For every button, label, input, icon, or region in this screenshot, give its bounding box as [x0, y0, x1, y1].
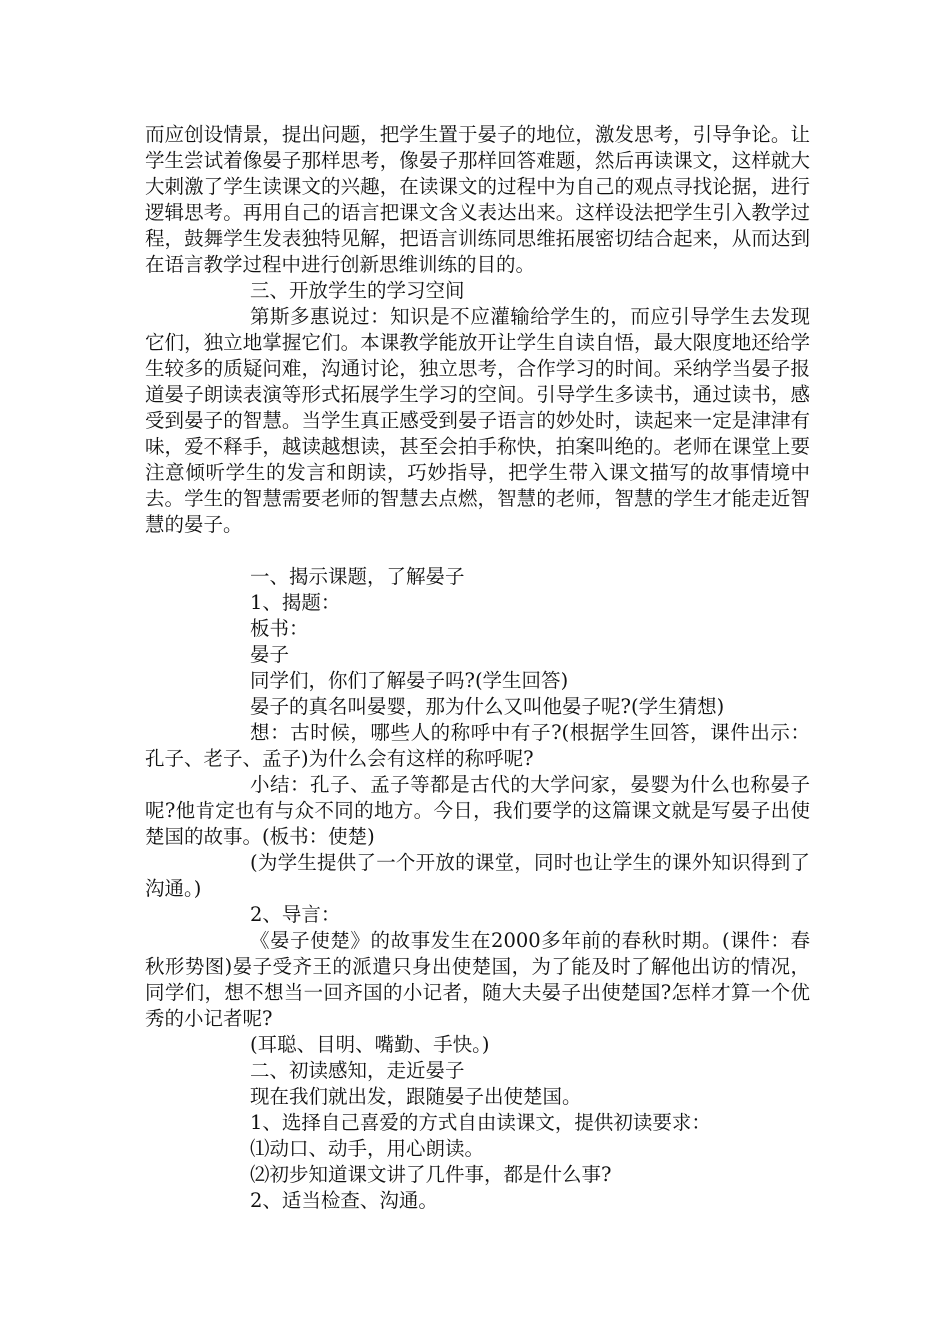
- paragraph: 1、揭题：: [250, 591, 341, 614]
- list-item: ⑵初步知道课文讲了几件事，都是什么事?: [250, 1163, 612, 1186]
- paragraph: 第斯多惠说过：知识是不应灌输给学生的，而应引导学生去发现它们，独立地掌握它们。本课教学能放开让学生自读自悟，最大限度地还给学生较多的质疑问难，沟通讨论，独立思考，合作学习的时间。采纳学当晏子报道晏子朗读表演等形式拓展学生学习的空间。引导学生多读书，通过读书，感受到晏子的智慧。当学生真正感受到晏子语言的妙处时，读起来一定是津津有味，爱不释手，越读越想读，甚至会拍手称快，拍案叫绝的。老师在课堂上要注意倾听学生的发言和朗读，巧妙指导，把学生带入课文描写的故事情境中去。学生的智慧需要老师的智慧去点燃，智慧的老师，智慧的学生才能走近智慧的晏子。: [145, 305, 810, 536]
- paragraph: 1、选择自己喜爱的方式自由读课文，提供初读要求：: [250, 1111, 711, 1134]
- paragraph: 2、导言：: [250, 903, 341, 926]
- paragraph: 小结：孔子、孟子等都是古代的大学问家，晏婴为什么也称晏子呢?他肯定也有与众不同的地方。今日，我们要学的这篇课文就是写晏子出使楚国的故事。(板书：使楚): [145, 773, 810, 848]
- section-heading: 二、初读感知，走近晏子: [250, 1059, 465, 1082]
- paragraph: 板书：: [250, 617, 309, 640]
- section-heading: 一、揭示课题，了解晏子: [250, 565, 465, 588]
- blank-line: [145, 538, 810, 564]
- paragraph: 想：古时候，哪些人的称呼中有子?(根据学生回答，课件出示：孔子、老子、孟子)为什么会有这样的称呼呢?: [145, 721, 810, 770]
- paragraph: 晏子的真名叫晏婴，那为什么又叫他晏子呢?(学生猜想): [250, 695, 725, 718]
- section-heading: 三、开放学生的学习空间: [250, 279, 465, 302]
- list-item: ⑴动口、动手，用心朗读。: [250, 1137, 485, 1160]
- paragraph: (耳聪、目明、嘴勤、手快。): [250, 1033, 490, 1056]
- paragraph: 而应创设情景，提出问题，把学生置于晏子的地位，激发思考，引导争论。让学生尝试着像晏子那样思考，像晏子那样回答难题，然后再读课文，这样就大大刺激了学生读课文的兴趣，在读课文的过程中为自己的观点寻找论据，进行逻辑思考。再用自己的语言把课文含义表达出来。这样设法把学生引入教学过程，鼓舞学生发表独特见解，把语言训练同思维拓展密切结合起来，从而达到在语言教学过程中进行创新思维训练的目的。: [145, 123, 810, 276]
- paragraph: 现在我们就出发，跟随晏子出使楚国。: [250, 1085, 582, 1108]
- document-body: [145, 122, 810, 1214]
- paragraph: 《晏子使楚》的故事发生在2000多年前的春秋时期。(课件：春秋形势图)晏子受齐王的派遣只身出使楚国，为了能及时了解他出访的情况，同学们，想不想当一回齐国的小记者，随大夫晏子出使楚国?怎样才算一个优秀的小记者呢?: [145, 929, 810, 1030]
- paragraph: 同学们，你们了解晏子吗?(学生回答): [250, 669, 569, 692]
- paragraph: 2、适当检查、沟通。: [250, 1189, 438, 1212]
- paragraph: (为学生提供了一个开放的课堂，同时也让学生的课外知识得到了沟通。): [145, 851, 810, 900]
- paragraph: 晏子: [250, 643, 290, 666]
